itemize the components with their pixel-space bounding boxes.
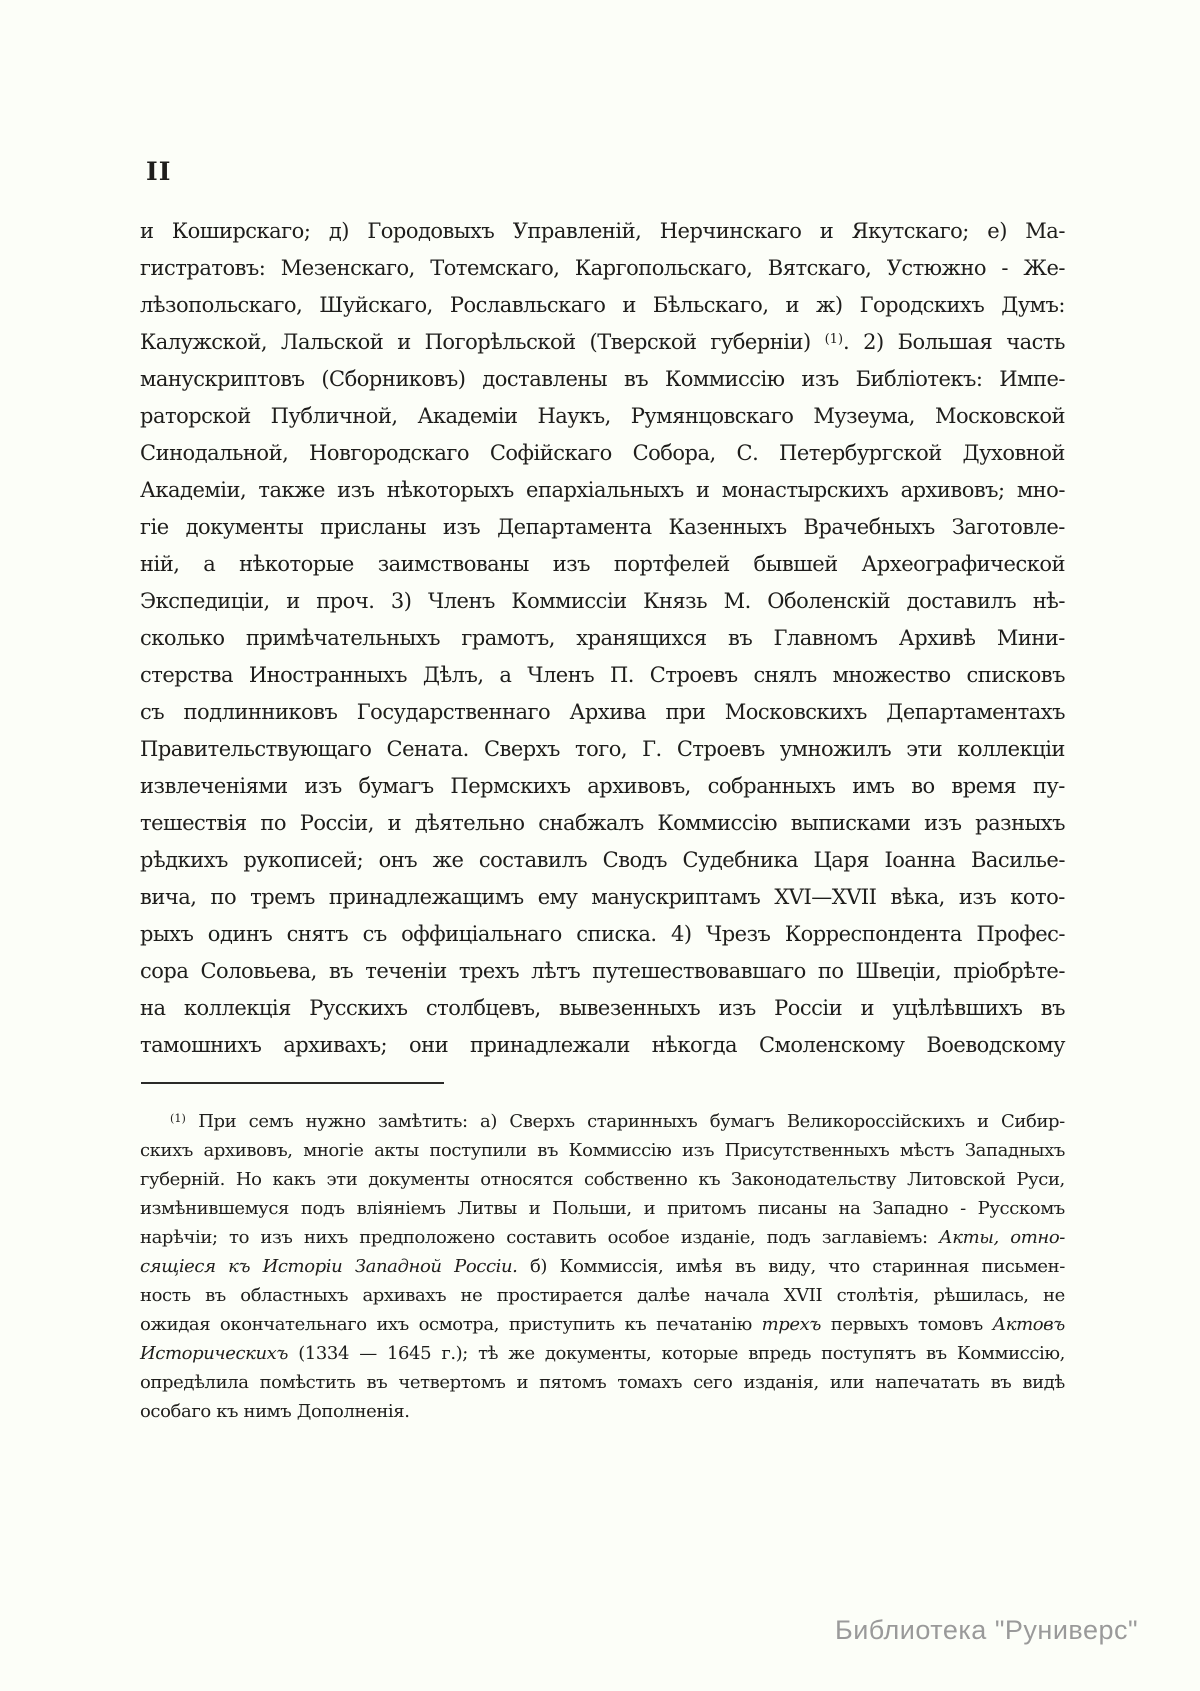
text-line: Академіи, также изъ нѣкоторыхъ епархіальныхъ и монастырскихъ архивовъ; мно- bbox=[140, 477, 1065, 502]
text-line: Синодальной, Новгородскаго Софійскаго Собора, С. Петербургской Духовной bbox=[140, 440, 1065, 465]
footnote-separator bbox=[141, 1082, 444, 1084]
text-line: стерства Иностранныхъ Дѣлъ, а Членъ П. Строевъ снялъ множество списковъ bbox=[140, 662, 1065, 687]
text-line: гистратовъ: Мезенскаго, Тотемскаго, Каргопольскаго, Вятскаго, Устюжно - Же- bbox=[140, 255, 1065, 280]
watermark: Библиотека "Руниверс" bbox=[835, 1615, 1139, 1645]
text-line: особаго къ нимъ Дополненія. bbox=[140, 1401, 410, 1422]
body-text bbox=[140, 212, 1065, 1063]
text-line: извлеченіями изъ бумагъ Пермскихъ архивовъ, собранныхъ имъ во время пу- bbox=[140, 773, 1065, 798]
text-line: Историческихъ (1334 — 1645 г.); тѣ же документы, которые впредь поступятъ въ Коммиссію, bbox=[140, 1343, 1065, 1364]
text-line: рѣдкихъ рукописей; онъ же составилъ Сводъ Судебника Царя Іоанна Василье- bbox=[140, 847, 1065, 872]
text-line: съ подлинниковъ Государственнаго Архива при Московскихъ Департаментахъ bbox=[140, 699, 1065, 724]
text-line: сящіеся къ Исторіи Западной Россіи. б) Коммиссія, имѣя въ виду, что старинная письмен- bbox=[140, 1256, 1065, 1277]
text-line: Правительствующаго Сената. Сверхъ того, Г. Строевъ умножилъ эти коллекціи bbox=[140, 736, 1065, 761]
text-line: гіе документы присланы изъ Департамента Казенныхъ Врачебныхъ Заготовле- bbox=[140, 514, 1065, 539]
text-line: вича, по тремъ принадлежащимъ ему манускриптамъ XVI—XVII вѣка, изъ кото- bbox=[140, 884, 1065, 909]
text-line: тешествія по Россіи, и дѣятельно снабжалъ Коммиссію выписками изъ разныхъ bbox=[140, 810, 1065, 835]
text-line: лѣзопольскаго, Шуйскаго, Рославльскаго и Бѣльскаго, и ж) Городскихъ Думъ: bbox=[140, 292, 1065, 317]
text-line: ожидая окончательнаго ихъ осмотра, приступить къ печатанію трехъ первыхъ томовъ Актовъ bbox=[140, 1314, 1065, 1335]
text-line: раторской Публичной, Академіи Наукъ, Румянцовскаго Музеума, Московской bbox=[140, 403, 1065, 428]
page-number: II bbox=[146, 157, 172, 186]
text-line: сора Соловьева, въ теченіи трехъ лѣтъ путешествовавшаго по Швеціи, пріобрѣте- bbox=[140, 958, 1065, 983]
text-line: Экспедиціи, и проч. 3) Членъ Коммиссіи Князь М. Оболенскій доставилъ нѣ- bbox=[140, 588, 1065, 613]
footnote-text bbox=[140, 1107, 1065, 1426]
text-line: ній, а нѣкоторые заимствованы изъ портфелей бывшей Археографической bbox=[140, 551, 1065, 576]
text-line: и Коширскаго; д) Городовыхъ Управленій, Нерчинскаго и Якутскаго; е) Ма- bbox=[140, 218, 1065, 243]
text-line: на коллекція Русскихъ столбцевъ, вывезенныхъ изъ Россіи и уцѣлѣвшихъ въ bbox=[140, 995, 1065, 1020]
text-line: измѣнившемуся подъ вліяніемъ Литвы и Польши, и притомъ писаны на Западно - Русскомъ bbox=[140, 1198, 1065, 1219]
text-line: нарѣчіи; то изъ нихъ предположено составить особое изданіе, подъ заглавіемъ: Акты, отно- bbox=[140, 1227, 1065, 1248]
text-line: $^{(1)}$ При семъ нужно замѣтить: а) Сверхъ старинныхъ бумагъ Великороссійскихъ и Сибир- bbox=[170, 1111, 1065, 1132]
text-line: Калужской, Лальской и Погорѣльской (Тверской губерніи) $^{(1)}$. 2) Большая часть bbox=[140, 329, 1065, 354]
text-line: ность въ областныхъ архивахъ не простирается далѣе начала XVII столѣтія, рѣшилась, не bbox=[140, 1285, 1065, 1306]
text-line: губерній. Но какъ эти документы относятся собственно къ Законодательству Литовской Руси, bbox=[140, 1169, 1065, 1190]
text-line: рыхъ одинъ снятъ съ оффиціальнаго списка. 4) Чрезъ Корреспондента Профес- bbox=[140, 921, 1065, 946]
text-line: скихъ архивовъ, многіе акты поступили въ Коммиссію изъ Присутственныхъ мѣстъ Западныхъ bbox=[140, 1140, 1065, 1161]
text-line: сколько примѣчательныхъ грамотъ, хранящихся въ Главномъ Архивѣ Мини- bbox=[140, 625, 1065, 650]
text-line: тамошнихъ архивахъ; они принадлежали нѣкогда Смоленскому Воеводскому bbox=[140, 1032, 1065, 1057]
text-line: опредѣлила помѣстить въ четвертомъ и пятомъ томахъ сего изданія, или напечатать въ видѣ bbox=[140, 1372, 1065, 1393]
text-line: манускриптовъ (Сборниковъ) доставлены въ Коммиссію изъ Библіотекъ: Импе- bbox=[140, 366, 1065, 391]
